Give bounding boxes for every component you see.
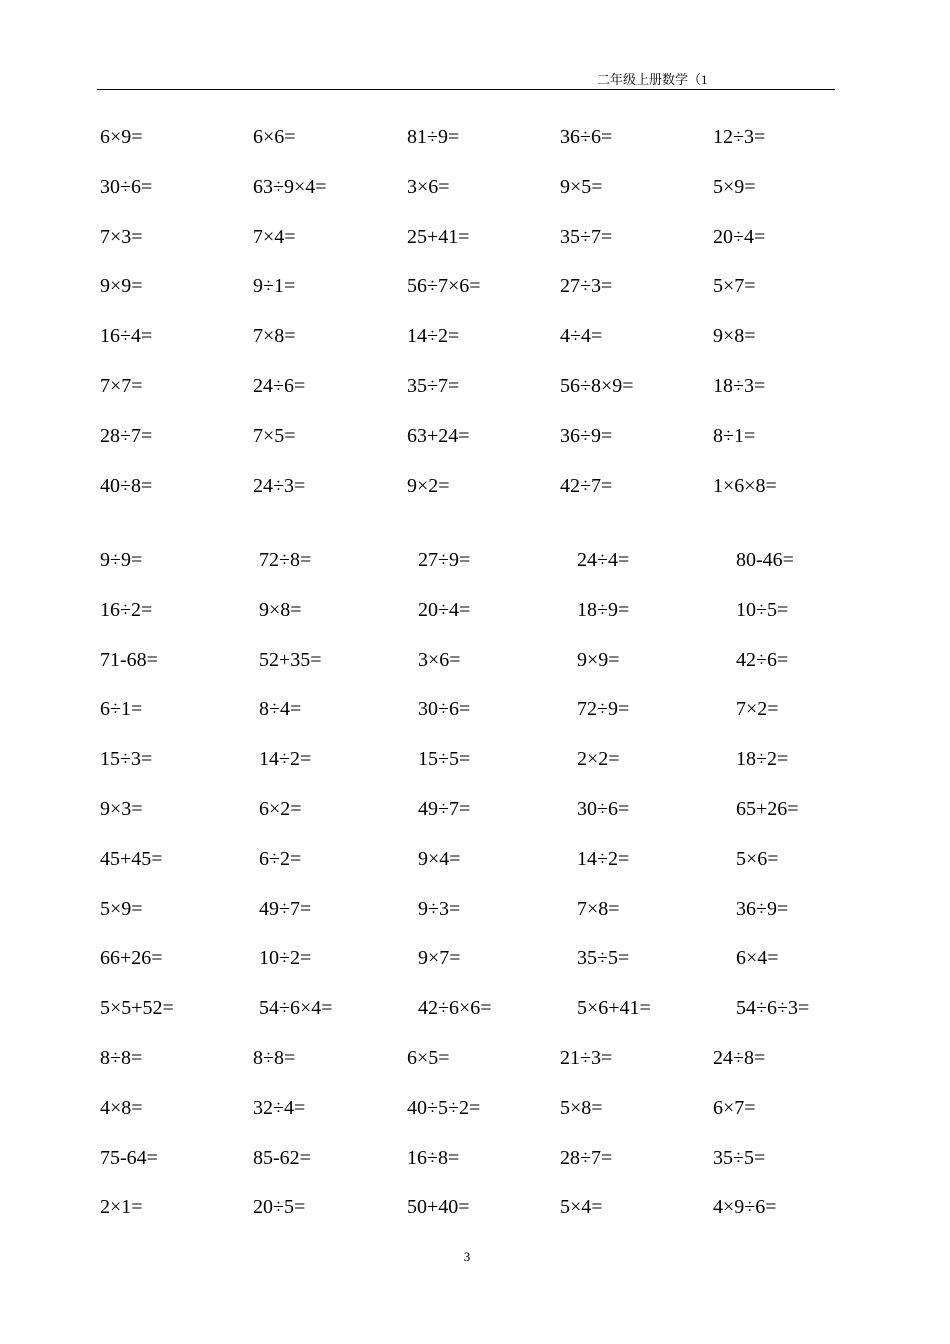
math-problem: 8÷1= (713, 424, 756, 447)
math-problem: 14÷2= (259, 748, 312, 771)
math-problem: 24÷4= (577, 549, 630, 571)
problem-row (0, 943, 950, 973)
math-problem: 10÷2= (259, 947, 312, 970)
math-problem: 18÷3= (713, 375, 766, 397)
math-problem: 15÷3= (100, 748, 153, 771)
math-problem: 7×8= (253, 325, 296, 348)
problem-row (0, 471, 950, 501)
header-title: 二年级上册数学（1 (597, 72, 708, 87)
math-problem: 35÷7= (407, 375, 460, 397)
math-problem: 9×3= (100, 798, 143, 820)
math-problem: 6×7= (713, 1096, 756, 1119)
page-header (97, 70, 835, 90)
math-problem: 8÷8= (100, 1047, 143, 1069)
math-problem: 9÷9= (100, 549, 143, 571)
math-problem: 65+26= (736, 798, 799, 820)
math-problem: 18÷2= (736, 748, 789, 771)
math-problem: 35÷5= (577, 947, 630, 970)
math-problem: 8÷8= (253, 1047, 296, 1069)
math-problem: 3×6= (407, 175, 450, 198)
math-problem: 27÷9= (418, 549, 471, 571)
math-problem: 35÷7= (560, 225, 613, 248)
math-problem: 5×8= (560, 1096, 603, 1119)
math-problem: 40÷8= (100, 474, 153, 497)
problem-row (0, 271, 950, 301)
math-problem: 5×7= (713, 275, 756, 298)
math-problem: 20÷5= (253, 1196, 306, 1219)
problem-row (0, 172, 950, 202)
page-number: 3 (463, 1249, 471, 1264)
math-problem: 16÷8= (407, 1146, 460, 1169)
problem-row (0, 894, 950, 924)
math-problem: 7×2= (736, 698, 779, 721)
math-problem: 42÷7= (560, 474, 613, 497)
math-problem: 36÷9= (560, 424, 613, 447)
math-problem: 7×7= (100, 375, 143, 397)
math-problem: 5×6+41= (577, 997, 651, 1020)
math-problem: 75-64= (100, 1146, 158, 1169)
math-problem: 2×1= (100, 1196, 143, 1219)
math-problem: 6×4= (736, 947, 779, 970)
math-problem: 7×8= (577, 897, 620, 920)
math-problem: 7×4= (253, 225, 296, 248)
math-problem: 24÷3= (253, 474, 306, 497)
problem-row (0, 794, 950, 824)
math-problem: 56÷8×9= (560, 375, 634, 397)
math-problem: 14÷2= (577, 847, 630, 870)
math-problem: 10÷5= (736, 598, 789, 621)
problem-row (0, 694, 950, 724)
problem-row (0, 545, 950, 575)
math-problem: 21÷3= (560, 1047, 613, 1069)
math-problem: 80-46= (736, 549, 794, 571)
math-problem: 6×6= (253, 126, 296, 148)
math-problem: 40÷5÷2= (407, 1096, 481, 1119)
math-problem: 9×5= (560, 175, 603, 198)
math-problem: 1×6×8= (713, 474, 777, 497)
math-problem: 5×9= (100, 897, 143, 920)
math-problem: 81÷9= (407, 126, 460, 148)
math-problem: 6÷2= (259, 847, 302, 870)
math-problem: 6×5= (407, 1047, 450, 1069)
problem-row (0, 844, 950, 874)
math-problem: 2×2= (577, 748, 620, 771)
problem-row (0, 371, 950, 401)
math-problem: 20÷4= (713, 225, 766, 248)
math-problem: 72÷9= (577, 698, 630, 721)
math-problem: 27÷3= (560, 275, 613, 298)
math-problem: 25+41= (407, 225, 470, 248)
math-problem: 5×6= (736, 847, 779, 870)
math-problem: 4×8= (100, 1096, 143, 1119)
math-problem: 9×9= (100, 275, 143, 298)
math-problem: 7×3= (100, 225, 143, 248)
math-problem: 14÷2= (407, 325, 460, 348)
math-problem: 8÷4= (259, 698, 302, 721)
math-problem: 9×9= (577, 648, 620, 671)
math-problem: 54÷6×4= (259, 997, 333, 1020)
math-problem: 12÷3= (713, 126, 766, 148)
problem-row (0, 1143, 950, 1173)
math-problem: 50+40= (407, 1196, 470, 1219)
math-problem: 16÷2= (100, 598, 153, 621)
math-problem: 3×6= (418, 648, 461, 671)
math-problem: 9×8= (259, 598, 302, 621)
math-problem: 49÷7= (418, 798, 471, 820)
math-problem: 63+24= (407, 424, 470, 447)
math-problem: 6×2= (259, 798, 302, 820)
problem-row (0, 993, 950, 1023)
problem-row (0, 1093, 950, 1123)
math-problem: 35÷5= (713, 1146, 766, 1169)
math-problem: 16÷4= (100, 325, 153, 348)
math-problem: 9÷1= (253, 275, 296, 298)
math-problem: 24÷8= (713, 1047, 766, 1069)
problem-row (0, 122, 950, 152)
math-problem: 24÷6= (253, 375, 306, 397)
math-problem: 85-62= (253, 1146, 311, 1169)
math-problem: 45+45= (100, 847, 163, 870)
math-problem: 49÷7= (259, 897, 312, 920)
math-problem: 9÷3= (418, 897, 461, 920)
problem-row (0, 595, 950, 625)
math-problem: 5×9= (713, 175, 756, 198)
math-problem: 15÷5= (418, 748, 471, 771)
math-problem: 6×9= (100, 126, 143, 148)
problem-row (0, 222, 950, 252)
math-problem: 9×4= (418, 847, 461, 870)
problem-row (0, 744, 950, 774)
math-problem: 66+26= (100, 947, 163, 970)
math-problem: 36÷9= (736, 897, 789, 920)
math-problem: 4×9÷6= (713, 1196, 777, 1219)
math-problem: 56÷7×6= (407, 275, 481, 298)
math-problem: 9×8= (713, 325, 756, 348)
math-problem: 42÷6×6= (418, 997, 492, 1020)
math-problem: 7×5= (253, 424, 296, 447)
math-problem: 63÷9×4= (253, 175, 327, 198)
math-problem: 72÷8= (259, 549, 312, 571)
math-problem: 6÷1= (100, 698, 143, 721)
math-problem: 9×2= (407, 474, 450, 497)
problem-row (0, 645, 950, 675)
math-problem: 28÷7= (560, 1146, 613, 1169)
math-problem: 32÷4= (253, 1096, 306, 1119)
math-problem: 28÷7= (100, 424, 153, 447)
math-problem: 52+35= (259, 648, 322, 671)
math-problem: 9×7= (418, 947, 461, 970)
problem-row (0, 321, 950, 351)
math-problem: 5×4= (560, 1196, 603, 1219)
problem-row (0, 421, 950, 451)
math-problem: 20÷4= (418, 598, 471, 621)
math-problem: 30÷6= (418, 698, 471, 721)
math-problem: 5×5+52= (100, 997, 174, 1020)
math-problem: 42÷6= (736, 648, 789, 671)
math-problem: 36÷6= (560, 126, 613, 148)
math-problem: 71-68= (100, 648, 158, 671)
math-problem: 30÷6= (577, 798, 630, 820)
math-problem: 18÷9= (577, 598, 630, 621)
problem-row (0, 1192, 950, 1222)
math-problem: 54÷6÷3= (736, 997, 810, 1020)
problem-row (0, 1043, 950, 1073)
math-problem: 4÷4= (560, 325, 603, 348)
math-problem: 30÷6= (100, 175, 153, 198)
